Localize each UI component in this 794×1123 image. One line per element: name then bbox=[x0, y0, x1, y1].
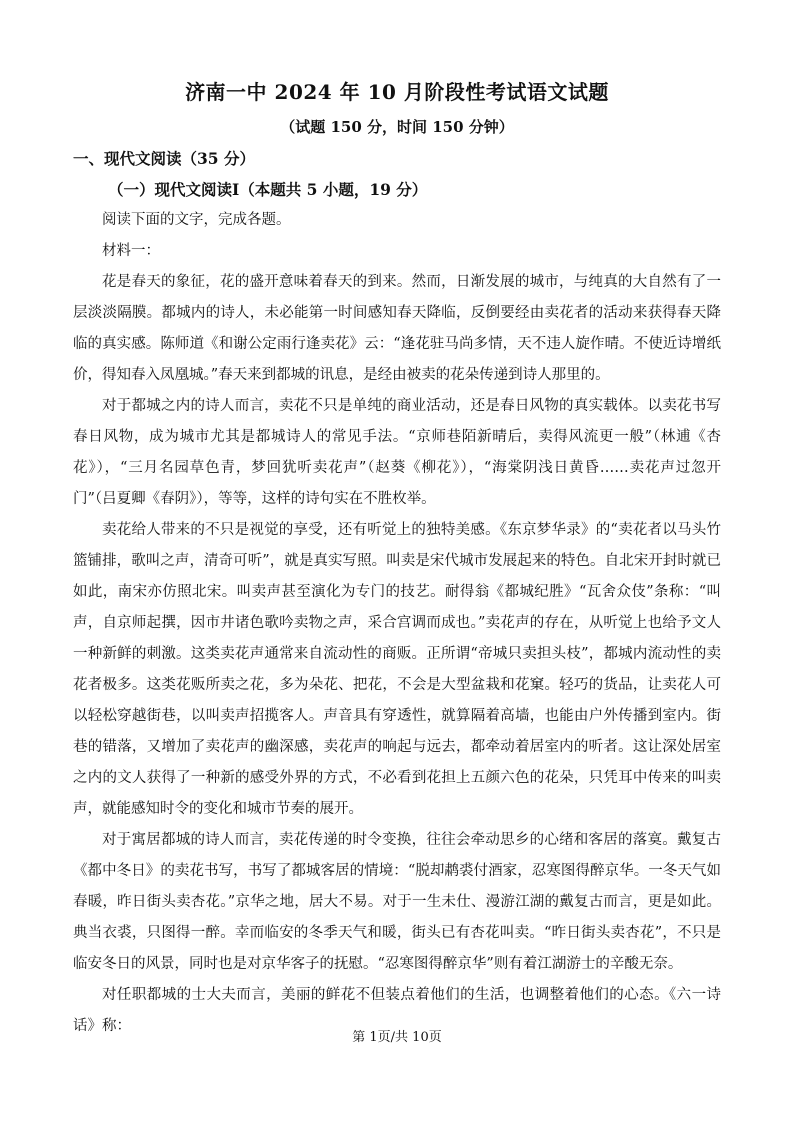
section-heading: 一、现代文阅读（35 分） bbox=[73, 149, 255, 168]
body-paragraph: 对任职都城的士大夫而言，美丽的鲜花不但装点着他们的生活，也调整着他们的心态。《六一诗话》称： bbox=[73, 987, 721, 1034]
reading-material bbox=[73, 205, 721, 1042]
page-number: 第 1页/共 10页 bbox=[352, 1030, 442, 1045]
exam-info: （试题 150 分，时间 150 分钟） bbox=[280, 118, 514, 136]
instruction-paragraph: 阅读下面的文字，完成各题。 bbox=[102, 212, 291, 228]
body-paragraph: 对于寓居都城的诗人而言，卖花传递的时令变换，往往会牵动思乡的心绪和客居的落寞。戴复古《都中冬日》的卖花书写，书写了都城客居的情境：“脱却鹔裘付酒家，忍寒图得醉京华。一冬天气如春暖，昨日街头卖杏花。”京华之地，居大不易。对于一生未仕、漫游江湖的戴复古而言，更是如此。典当衣裘，只图得一醉。幸而临安的冬季天气和暖，街头已有杏花叫卖。“昨日街头卖杏花”，不只是临安冬日的风景，同时也是对京华客子的抚慰。“忍寒图得醉京华”则有着江湖游士的辛酸无奈。 bbox=[73, 832, 721, 972]
body-paragraph: 卖花给人带来的不只是视觉的享受，还有听觉上的独特美感。《东京梦华录》的“卖花者以马头竹篮铺排，歌叫之声，清奇可听”，就是真实写照。叫卖是宋代城市发展起来的特色。自北宋开封时就已如此，南宋亦仿照北宋。叫卖声甚至演化为专门的技艺。耐得翁《都城纪胜》“瓦舍众伎”条称：“叫声，自京师起撰，因市井诸色歌吟卖物之声，采合宫调而成也。”卖花声的存在，从听觉上也给予文人一种新鲜的刺激。这类卖花声通常来自流动性的商贩。正所谓“帝城只卖担头枝”，都城内流动性的卖花者极多。这类花贩所卖之花，多为朵花、把花，不会是大型盆栽和花窠。轻巧的货品，让卖花人可以轻松穿越街巷，以叫卖声招揽客人。声音具有穿透性，就算隔着高墙，也能由户外传播到室内。街巷的错落，又增加了卖花声的幽深感，卖花声的响起与远去，都牵动着居室内的听者。这让深处居室之内的文人获得了一种新的感受外界的方式，不必看到花担上五颜六色的花朵，只凭耳中传来的叫卖声，就能感知时令的变化和城市节奏的展开。 bbox=[73, 522, 721, 817]
subsection-heading: （一）现代文阅读Ⅰ（本题共 5 小题，19 分） bbox=[108, 180, 428, 199]
material-label: 材料一： bbox=[102, 243, 160, 259]
body-paragraph: 对于都城之内的诗人而言，卖花不只是单纯的商业活动，还是春日风物的真实载体。以卖花书写春日风物，成为城市尤其是都城诗人的常见手法。“京师巷陌新晴后，卖得风流更一般”（林逋《杏花》），“三月名园草色青，梦回犹听卖花声”（赵葵《柳花》），“海棠阴浅日黄昏……卖花声过忽开门”（吕夏卿《春阴》），等等，这样的诗句实在不胜枚举。 bbox=[73, 398, 721, 507]
body-paragraph: 花是春天的象征，花的盛开意味着春天的到来。然而，日渐发展的城市，与纯真的大自然有了一层淡淡隔膜。都城内的诗人，未必能第一时间感知春天降临，反倒要经由卖花者的活动来获得春天降临的真实感。陈师道《和谢公定雨行逢卖花》云：“逢花驻马尚多情，天不违人旋作晴。不使近诗增纸价，得知春入凤凰城。”春天来到都城的讯息，是经由被卖的花朵传递到诗人那里的。 bbox=[73, 274, 721, 383]
document-title: 济南一中 2024 年 10 月阶段性考试语文试题 bbox=[185, 80, 609, 104]
